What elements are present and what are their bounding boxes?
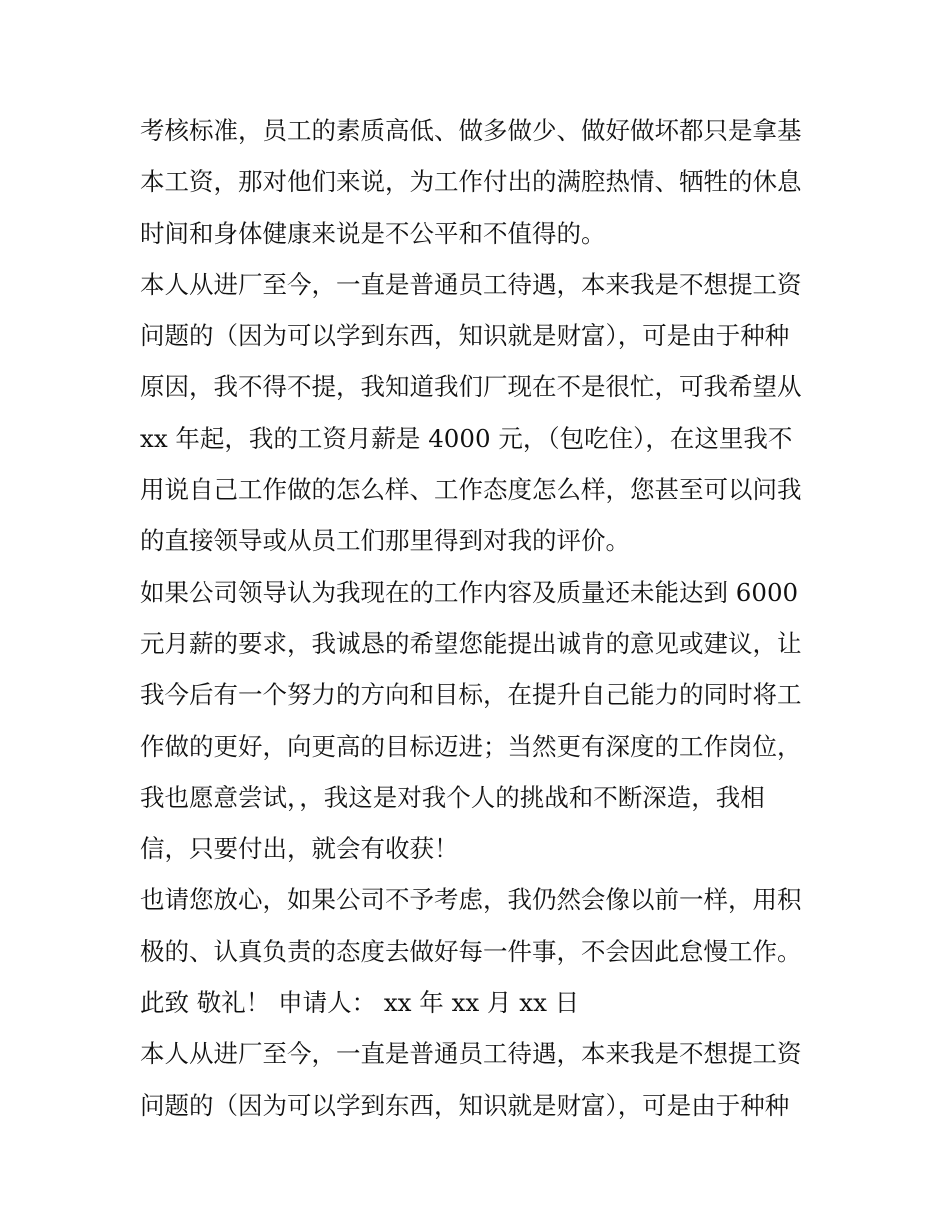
text-line: 考核标准，员工的素质高低、做多做少、做好做坏都只是拿基: [140, 116, 802, 145]
text-line: 本人从进厂至今，一直是普通员工待遇，本来我是不想提工资: [140, 1039, 802, 1069]
text-line: 我今后有一个努力的方向和目标，在提升自己能力的同时将工: [140, 680, 802, 710]
text-line: 如果公司领导认为我现在的工作内容及质量还未能达到 6000: [140, 577, 799, 607]
text-line: 用说自己工作做的怎么样、工作态度怎么样，您甚至可以问我: [140, 475, 802, 505]
text-line: 本工资，那对他们来说，为工作付出的满腔热情、牺牲的休息: [140, 167, 802, 197]
text-line: 也请您放心，如果公司不予考虑，我仍然会像以前一样，用积: [140, 885, 802, 915]
text-line: 我也愿意尝试，，我这是对我个人的挑战和不断深造，我相: [140, 782, 765, 812]
text-line: 元月薪的要求，我诚恳的希望您能提出诚肯的意见或建议，让: [140, 628, 802, 658]
text-line: 极的、认真负责的态度去做好每一件事，不会因此怠慢工作。: [140, 936, 802, 966]
text-line: 问题的（因为可以学到东西，知识就是财富），可是由于种种: [140, 321, 790, 351]
text-line: 问题的（因为可以学到东西，知识就是财富），可是由于种种: [140, 1090, 790, 1120]
text-line: 此致 敬礼！ 申请人： xx 年 xx 月 xx 日: [140, 988, 580, 1018]
text-line: xx 年起，我的工资月薪是 4000 元，（包吃住），在这里我不: [140, 423, 793, 453]
text-line: 时间和身体健康来说是不公平和不值得的。: [140, 218, 606, 248]
text-line: 本人从进厂至今，一直是普通员工待遇，本来我是不想提工资: [140, 269, 802, 299]
text-line: 作做的更好，向更高的目标迈进；当然更有深度的工作岗位，: [140, 731, 802, 761]
text-line: 的直接领导或从员工们那里得到对我的评价。: [140, 526, 630, 556]
text-line: 原因，我不得不提，我知道我们厂现在不是很忙，可我希望从: [140, 372, 802, 402]
text-line: 信，只要付出，就会有收获！: [140, 834, 459, 864]
document-body: [140, 105, 820, 1131]
